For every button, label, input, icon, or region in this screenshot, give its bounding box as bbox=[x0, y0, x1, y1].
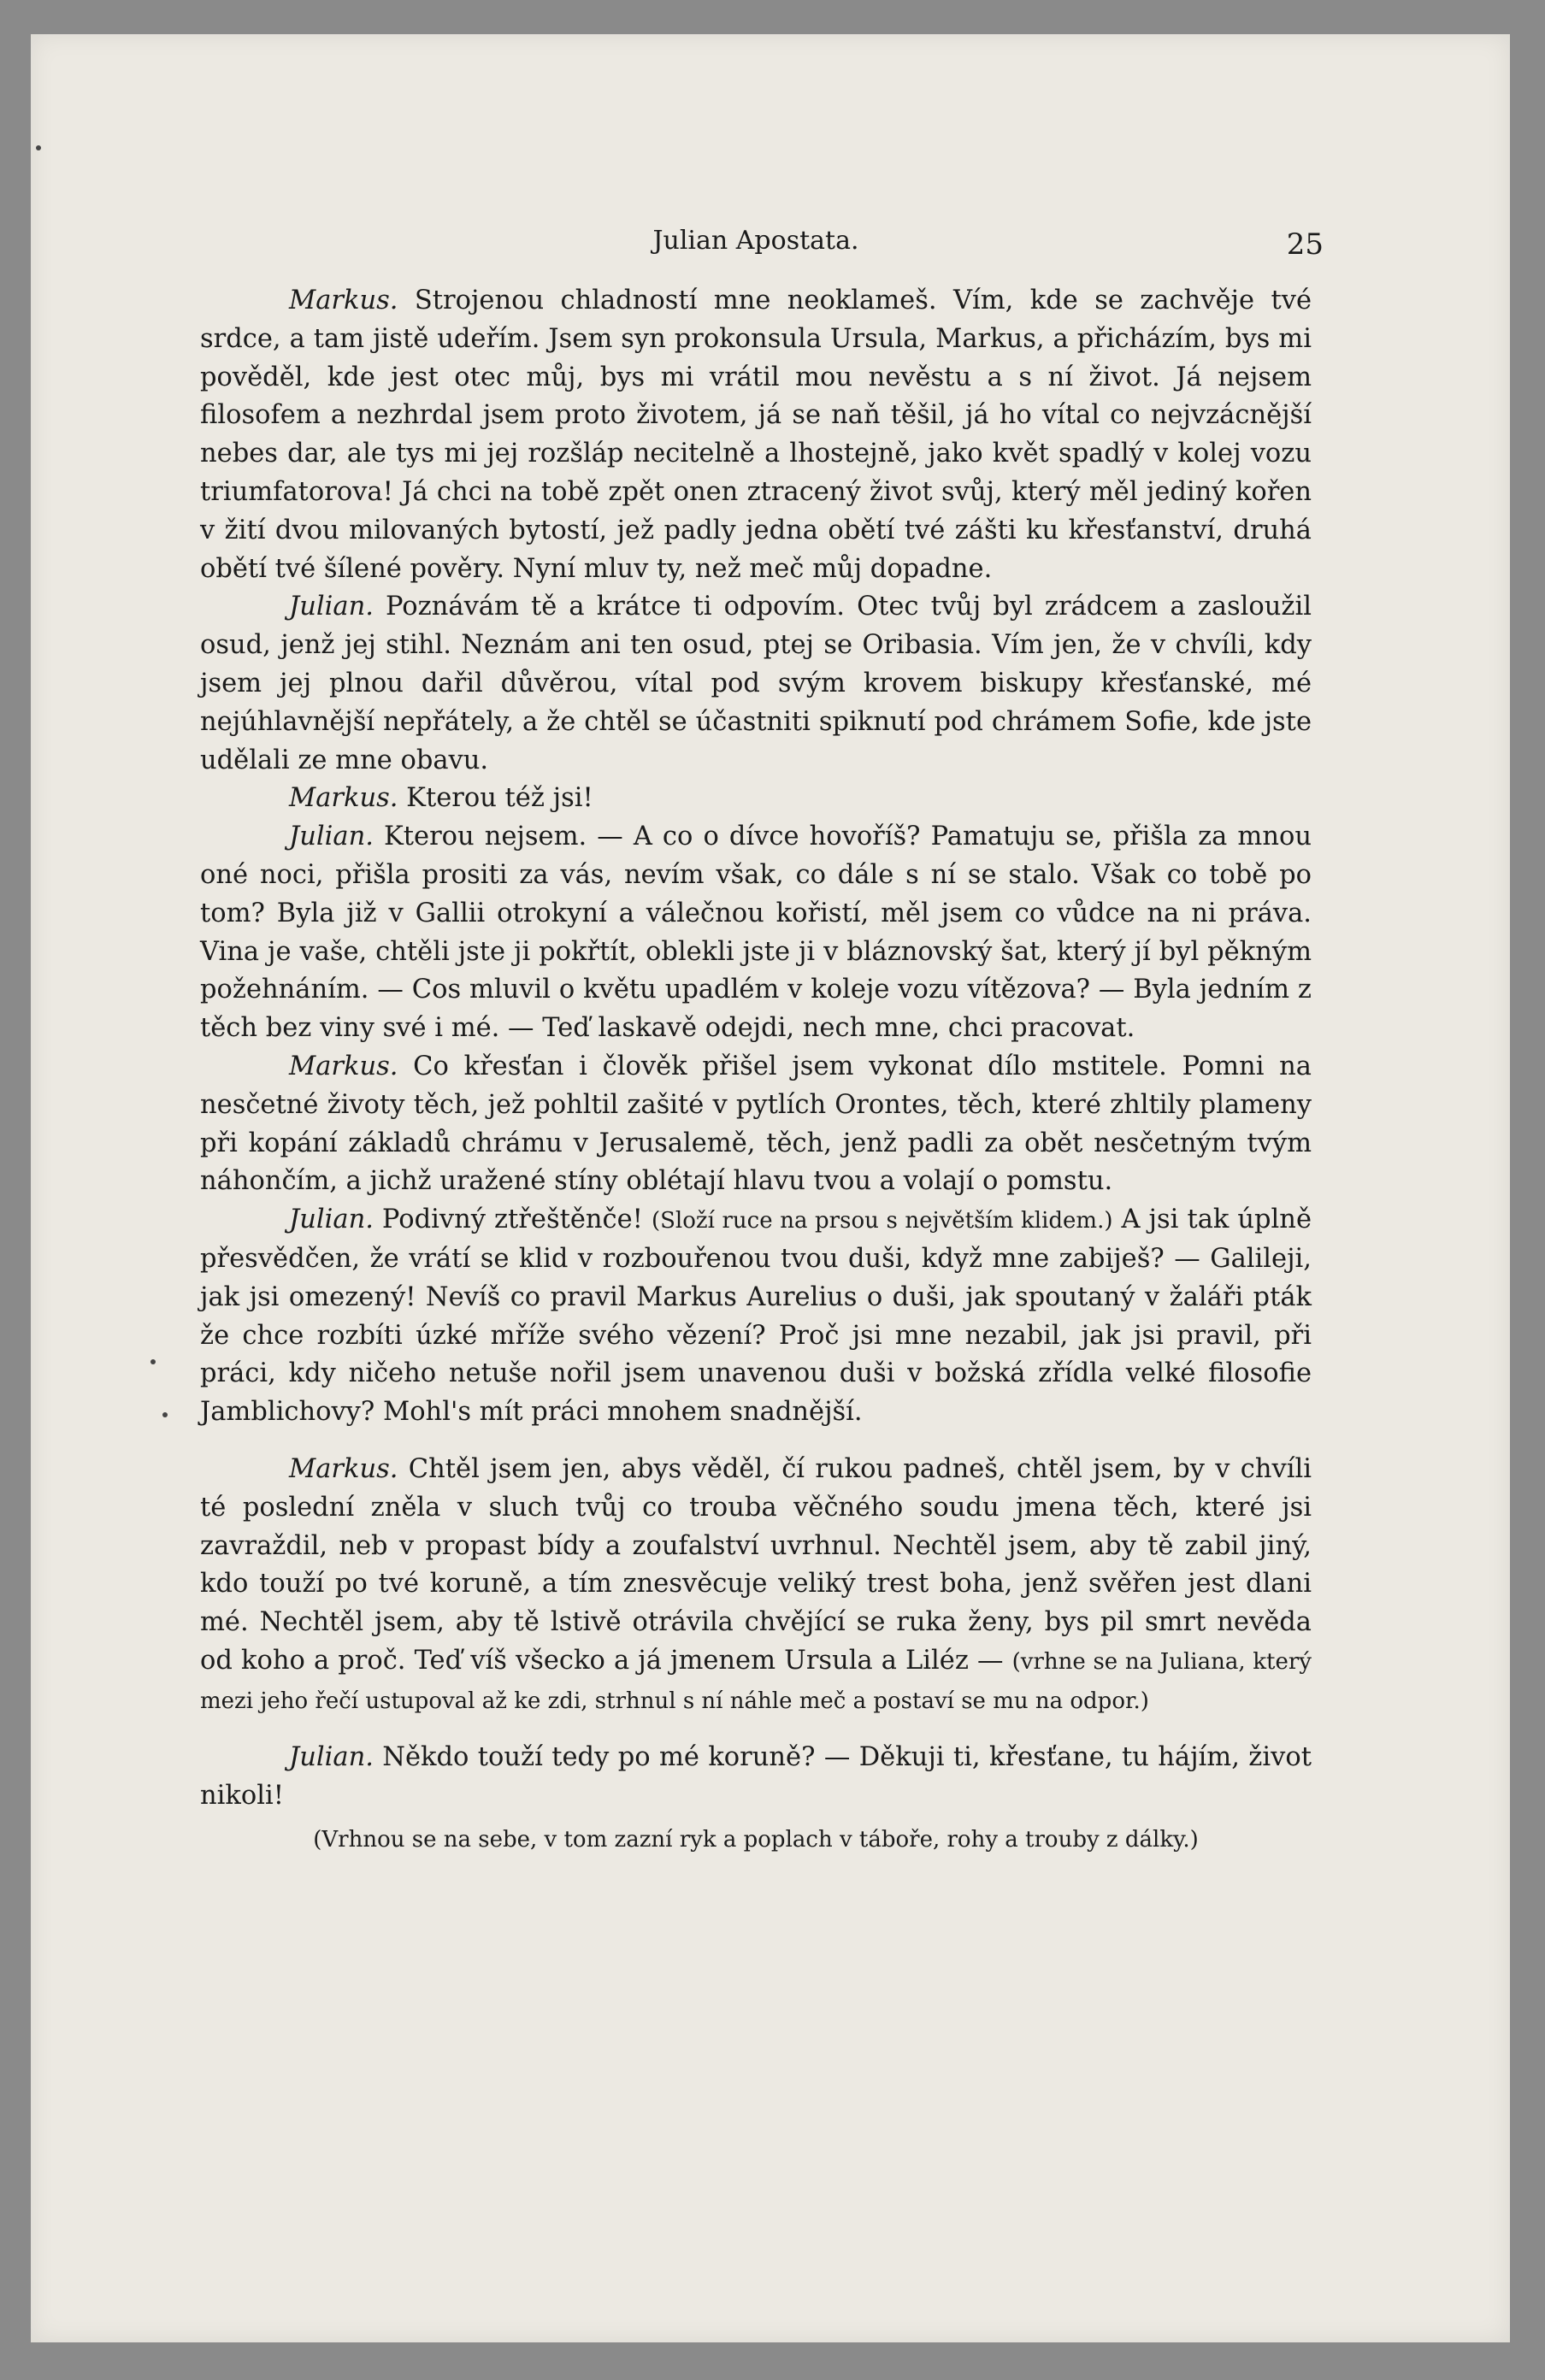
paragraph-8 bbox=[200, 1739, 1312, 1816]
speaker-name: Markus. bbox=[289, 286, 398, 315]
speaker-name: Julian. bbox=[289, 822, 374, 852]
speech-text: Kterou nejsem. — A co o dívce hovoříš? Pamatuju se, přišla za mnou oné noci, přišla prositi za vás, nevím však, co dále s ní se stalo. Však co tobě po tom? Byla již v Gallii otrokyní a válečnou kořistí, měl jsem co vůdce na ni práva. Vina je vaše, chtěli jste ji pokřtít, oblekli jste ji v bláznovský šat, který jí byl pěkným požehnáním. — Cos mluvil o květu upadlém v koleje vozu vítězova? — Byla jedním z těch bez viny své i mé. — Teď laskavě odejdi, nech mne, chci pracovat. bbox=[200, 822, 1312, 1044]
speech-text: Podivný ztřeštěnče! bbox=[373, 1205, 652, 1235]
margin-speck bbox=[36, 145, 41, 150]
paragraph-3 bbox=[200, 780, 1312, 818]
book-page bbox=[31, 34, 1510, 2342]
paragraph-6 bbox=[200, 1201, 1312, 1432]
page-header bbox=[200, 188, 1324, 262]
speech-text: Poznávám tě a krátce ti odpovím. Otec tvůj byl zrádcem a zasloužil osud, jenž jej stihl. Neznám ani ten osud, ptej se Oribasia. Vím jen, že v chvíli, kdy jsem jej plnou dařil důvěrou, vítal pod svým krovem biskupy křesťanské, mé nejúhlavnější nepřátely, a že chtěl se účastniti spiknutí pod chrámem Sofie, kde jste udělali ze mne obavu. bbox=[200, 592, 1312, 775]
paragraph-7 bbox=[200, 1451, 1312, 1721]
paragraph-5 bbox=[200, 1048, 1312, 1201]
margin-speck bbox=[150, 1359, 156, 1364]
final-stage-direction: (Vrhnou se na sebe, v tom zazní ryk a poplach v táboře, rohy a trouby z dálky.) bbox=[313, 1827, 1199, 1853]
speaker-name: Markus. bbox=[289, 1051, 398, 1081]
paragraph-4 bbox=[200, 818, 1312, 1048]
page-number: 25 bbox=[1286, 227, 1324, 262]
speech-text: Strojenou chladností mne neoklameš. Vím, kde se zachvěje tvé srdce, a tam jistě udeřím. Jsem syn prokonsula Ursula, Markus, a přicházím, bys mi pověděl, kde jest otec můj, bys mi vrátil mou nevěstu a s ní život. Já nejsem filosofem a nezhrdal jsem proto životem, já se naň těšil, já ho vítal co nejvzácnější nebes dar, ale tys mi jej rozšláp necitelně a lhostejně, jako květ spadlý v kolej vozu triumfatorova! Já chci na tobě zpět onen ztracený život svůj, který měl jediný kořen v žití dvou milovaných bytostí, jež padly jedna obětí tvé zášti ku křesťanství, druhá obětí tvé šílené pověry. Nyní mluv ty, než meč můj dopadne. bbox=[200, 286, 1312, 584]
stage-direction: (Složí ruce na prsou s největším klidem.) bbox=[651, 1208, 1113, 1234]
speaker-name: Julian. bbox=[289, 1742, 374, 1773]
paragraph-1 bbox=[200, 282, 1312, 588]
running-title: Julian Apostata. bbox=[652, 226, 859, 256]
speaker-name: Julian. bbox=[289, 1205, 374, 1235]
speech-text: Chtěl jsem jen, abys věděl, čí rukou padneš, chtěl jsem, by v chvíli té poslední zněla v sluch tvůj co trouba věčného soudu jmena těch, které jsi zavraždil, neb v propast bídy a zoufalství uvrhnul. Nechtěl jsem, aby tě zabil jiný, kdo touží po tvé koruně, a tím znesvěcuje veliký trest boha, jenž svěřen jest dlani mé. Nechtěl jsem, aby tě lstivě otrávila chvějící se ruka ženy, bys pil smrt nevěda od koho a proč. Teď víš všecko a já jmenem Ursula a Liléz — bbox=[200, 1453, 1312, 1676]
speaker-name: Markus. bbox=[289, 1453, 398, 1484]
speech-text: Co křesťan i člověk přišel jsem vykonat dílo mstitele. Pomni na nesčetné životy těch, jež pohltil zašité v pytlích Orontes, těch, které zhltily plameny při kopání základů chrámu v Jerusalemě, těch, jenž padli za obět nesčetným tvým náhončím, a jichž uražené stíny oblétají hlavu tvou a volají o pomstu. bbox=[200, 1051, 1312, 1197]
paragraph-2 bbox=[200, 588, 1312, 780]
speech-text: A jsi tak úplně přesvědčen, že vrátí se klid v rozbouřenou tvou duši, když mne zabiješ? — Galileji, jak jsi omezený! Nevíš co pravil Markus Aurelius o duši, jak spoutaný v žaláři pták že chce rozbíti úzké mříže svého vězení? Proč jsi mne nezabil, jak jsi pravil, při práci, kdy ničeho netuše nořil jsem unavenou duši v božská zřídla velké filosofie Jamblichovy? Mohl's mít práci mnohem snadnější. bbox=[200, 1205, 1312, 1428]
speech-text: Kterou též jsi! bbox=[398, 783, 593, 814]
speaker-name: Markus. bbox=[289, 783, 398, 814]
stage-direction: (vrhne se na Juliana, který mezi jeho řečí ustupoval až ke zdi, strhnul s ní náhle meč a postaví se mu na odpor.) bbox=[200, 1648, 1312, 1714]
margin-speck bbox=[162, 1412, 168, 1417]
speaker-name: Julian. bbox=[289, 592, 374, 622]
speech-text: Někdo touží tedy po mé koruně? — Děkuji ti, křesťane, tu hájím, život nikoli! bbox=[200, 1742, 1312, 1812]
page-text bbox=[200, 188, 1324, 1855]
